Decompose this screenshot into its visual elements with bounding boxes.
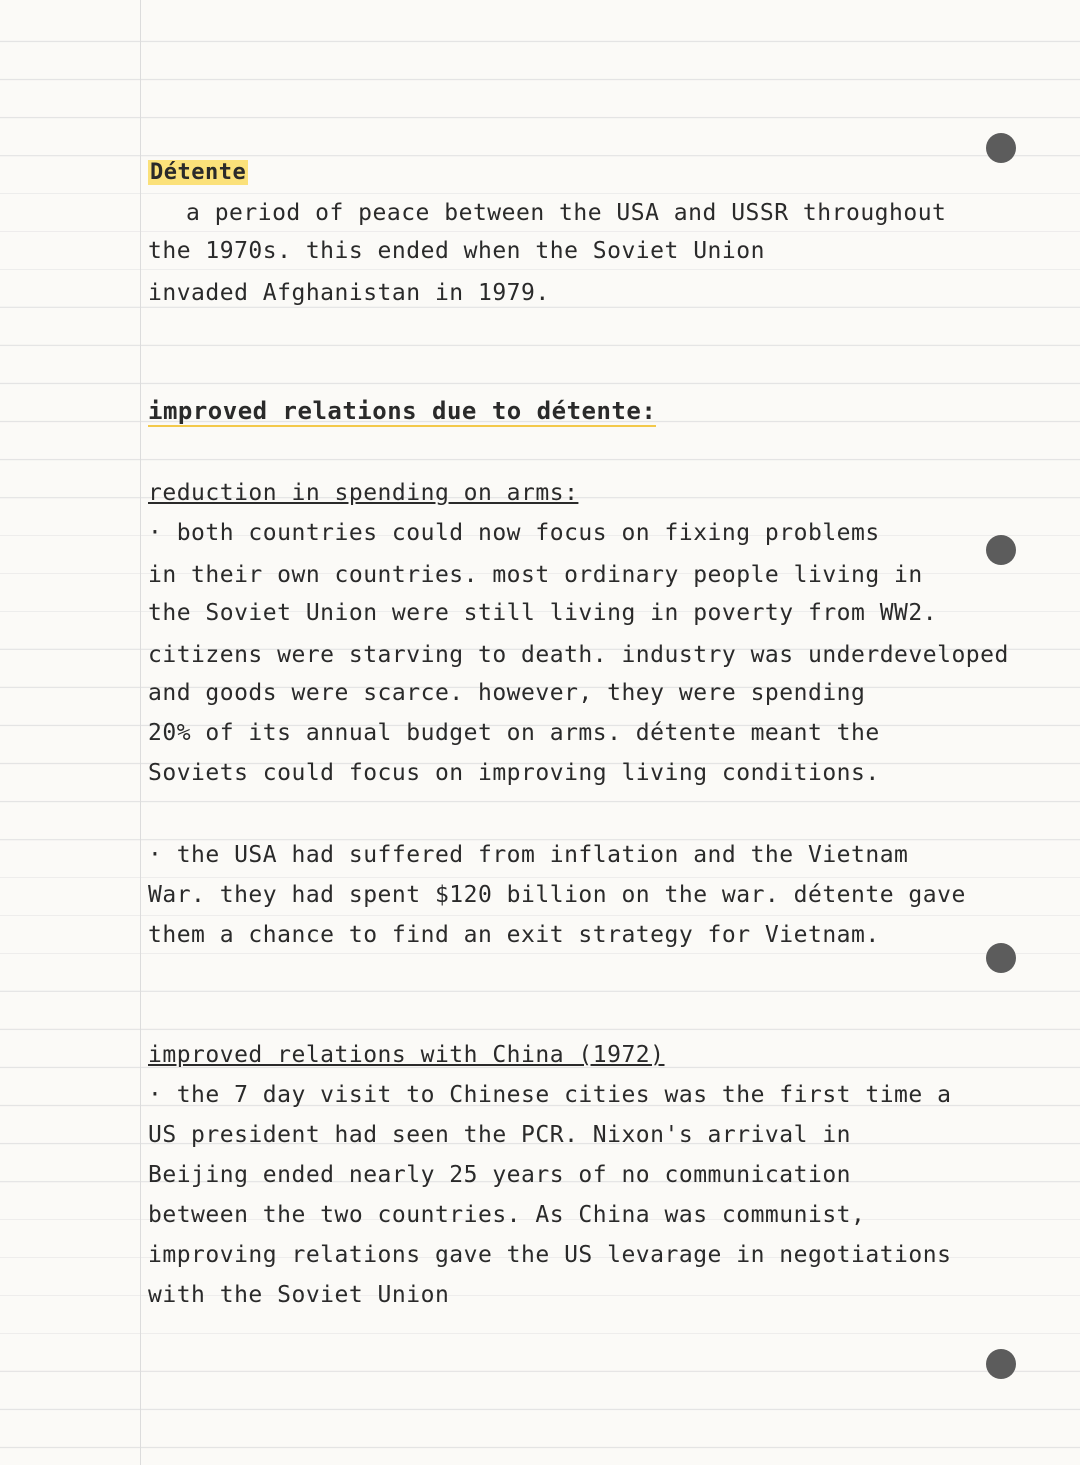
page-title: Détente [150, 160, 247, 185]
note-line: · the 7 day visit to Chinese cities was the first time a [148, 1082, 952, 1108]
note-line: · the USA had suffered from inflation and the Vietnam [148, 842, 909, 868]
subheading-arms: reduction in spending on arms: [148, 480, 579, 506]
note-line: with the Soviet Union [148, 1282, 450, 1308]
note-line: citizens were starving to death. industry was underdeveloped [148, 642, 1009, 668]
definition-line: the 1970s. this ended when the Soviet Union [148, 238, 765, 264]
note-line: 20% of its annual budget on arms. détente meant the [148, 720, 880, 746]
note-line: US president had seen the PCR. Nixon's arrival in [148, 1122, 852, 1148]
note-line: the Soviet Union were still living in poverty from WW2. [148, 600, 938, 626]
note-line: · both countries could now focus on fixing problems [148, 520, 880, 546]
note-line: War. they had spent $120 billion on the war. détente gave [148, 882, 966, 908]
note-line: improving relations gave the US levarage in negotiations [148, 1242, 952, 1268]
note-line: in their own countries. most ordinary people living in [148, 562, 923, 588]
note-line: Soviets could focus on improving living conditions. [148, 760, 880, 786]
note-line: between the two countries. As China was communist, [148, 1202, 866, 1228]
definition-line: invaded Afghanistan in 1979. [148, 280, 550, 306]
note-line: them a chance to find an exit strategy for Vietnam. [148, 922, 880, 948]
section-heading: improved relations due to détente: [148, 397, 657, 425]
definition-line: a period of peace between the USA and USSR throughout [186, 200, 947, 226]
note-line: and goods were scarce. however, they were spending [148, 680, 866, 706]
subheading-china: improved relations with China (1972) [148, 1042, 665, 1068]
note-line: Beijing ended nearly 25 years of no communication [148, 1162, 852, 1188]
